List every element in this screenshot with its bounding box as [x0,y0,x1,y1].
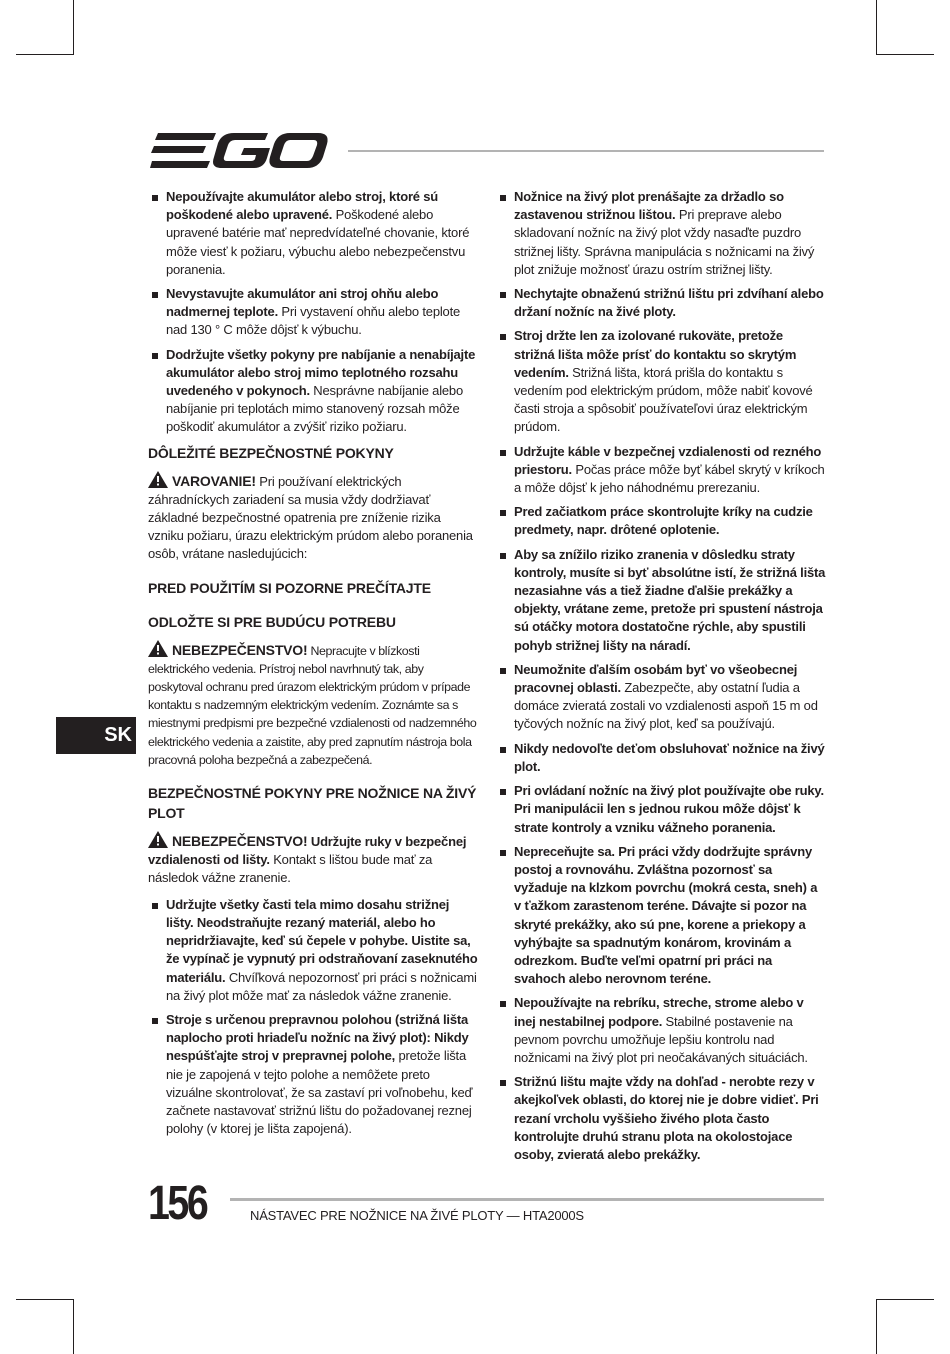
hedge-safety-list [148,896,478,1139]
list-item: Udržujte káble v bezpečnej vzdialenosti od rezného priestoru. Počas práce môže byť kábel skrytý v kríkoch a môže dôjsť k jeho náhodnému prerezaniu. [496,443,826,498]
list-item: Nevystavujte akumulátor ani stroj ohňu alebo nadmernej teplote. Pri vystavení ohňu alebo teplote nad 130 ° C môže dôjsť k výbuchu. [148,285,478,340]
section-heading: ODLOŽTE SI PRE BUDÚCU POTREBU [148,613,396,630]
header-rule [348,150,824,152]
list-item: Nepreceňujte sa. Pri práci vždy dodržujte správny postoj a rovnováhu. Zvláštna pozornosť sa vyžaduje na klzkom povrchu (mokrá cesta, sneh) a v ťažkom zarastenom teréne. Dávajte si pozor na skryté prekážky, ako sú pne, korene a priekopy a vyhýbajte sa spadnutým konárom, krovinám a odrezkom. Buďte veľmi opatrní pri práci na svahoch alebo nerovnom teréne. [496,843,826,989]
page-number: 156 [148,1177,207,1230]
list-item: Nikdy nedovoľte deťom obsluhovať nožnice na živý plot. [496,740,826,776]
danger-notice: NEBEZPEČENSTVO! Nepracujte v blízkosti elektrického vedenia. Prístroj nebol navrhnutý tak, aby poskytoval ochranu pred úrazom elektrickým prúdom v prípade kontaktu s nadzemným elektrickým vedením. Zoznámte sa s miestnymi predpismi pre bezpečné vzdialenosti od nadzemného elektrického vedenia a zaistite, aby pred zapnutím nástroja bola pracovná poloha bezpečná a zabezpečená. [148,641,477,767]
crop-mark [876,1299,877,1354]
list-item: Aby sa znížilo riziko zranenia v dôsledku straty kontroly, musíte si byť absolútne istí, že strižná lišta nezasiahne vás a tiež žiadne ďalšie prekážky a objekty, vrátane zeme, pretože pri spustení nástroja sú otáčky motora dostatočne rýchle, aby spustili pohyb strižnej lišty na náradí. [496,546,826,655]
list-item: Nechytajte obnaženú strižnú lištu pri zdvíhaní alebo držaní nožníc na živé ploty. [496,285,826,321]
list-item: Nepoužívajte na rebríku, streche, strome alebo v inej nestabilnej podpore. Stabilné postavenie na pevnom povrchu umožňuje lepšiu kontrolu nad nožnicami na živý plot pri neočakávaných situáciách. [496,994,826,1067]
battery-safety-list [148,188,478,437]
crop-mark [876,54,934,55]
crop-mark [876,1299,934,1300]
section-heading: DÔLEŽITÉ BEZPEČNOSTNÉ POKYNY [148,444,394,461]
crop-mark [16,54,74,55]
hedge-safety-list-continued [496,188,826,1164]
section-heading: BEZPEČNOSTNÉ POKYNY PRE NOŽNICE NA ŽIVÝ PLOT [148,785,477,822]
ego-logo [150,131,330,171]
list-item: Nepoužívajte akumulátor alebo stroj, ktoré sú poškodené alebo upravené. Poškodené alebo upravené batérie mať nepredvídateľné chovanie, ktoré môže viesť k požiaru, výbuchu alebo nebezpečenstvu poranenia. [148,188,478,279]
section-heading: PRED POUŽITÍM SI POZORNE PREČÍTAJTE [148,579,431,596]
crop-mark [73,1299,74,1354]
warning-notice: VAROVANIE! Pri používaní elektrických záhradníckych zariadení sa musia vždy dodržiavať základné bezpečnostné opatrenia pre zníženie rizika vzniku požiaru, úrazu elektrickým prúdom alebo poranenia osôb, vrátane nasledujúcich: [148,472,473,562]
footer-rule [230,1198,824,1201]
list-item: Strižnú lištu majte vždy na dohľad - nerobte rezy v akejkoľvek oblasti, do ktorej nie je dobre vidieť. Pri rezaní vrcholu vyššieho živého plota často kontrolujte druhú stranu plota na okolostojace osoby, zvieratá alebo prekážky. [496,1073,826,1164]
right-column [496,188,826,1170]
footer-title: NÁSTAVEC PRE NOŽNICE NA ŽIVÉ PLOTY — HTA2000S [250,1208,584,1223]
crop-mark [16,1299,74,1300]
list-item: Dodržujte všetky pokyny pre nabíjanie a nenabíjajte akumulátor alebo stroj mimo teplotného rozsahu uvedeného v pokynoch. Nesprávne nabíjanie alebo nabíjanie pri teplotách mimo stanovený rozsah môže poškodiť akumulátor a zvýšiť riziko požiaru. [148,346,478,437]
warning-triangle-icon [148,471,168,488]
list-item: Nožnice na živý plot prenášajte za držadlo so zastavenou strižnou lištou. Pri preprave alebo skladovaní nožníc na živý plot vždy nasaďte puzdro strižnej lišty. Správna manipulácia s nožnicami na živý plot znižuje možnosť úrazu ostrím strižnej lišty. [496,188,826,279]
language-tab: SK [56,717,136,754]
list-item: Pred začiatkom práce skontrolujte kríky na cudzie predmety, napr. drôtené oplotenie. [496,503,826,539]
list-item: Stroj držte len za izolované rukoväte, pretože strižná lišta môže prísť do kontaktu so skrytým vedením. Strižná lišta, ktorá prišla do kontaktu s vedením pod elektrickým prúdom, môže nabiť kovové časti stroja a spôsobiť používateľovi úraz elektrickým prúdom. [496,327,826,436]
warning-triangle-icon [148,640,168,657]
list-item: Udržujte všetky časti tela mimo dosahu strižnej lišty. Neodstraňujte rezaný materiál, alebo ho nepridržiavajte, keď sú čepele v pohybe. Uistite sa, že vypínač je vypnutý pri odstraňovaní zaseknutého materiálu. Chvíľková nepozornosť pri práci s nožnicami na živý plot môže mať za následok vážne zranenie. [148,896,478,1005]
crop-mark [73,0,74,55]
crop-mark [876,0,877,55]
list-item: Neumožnite ďalším osobám byť vo všeobecnej pracovnej oblasti. Zabezpečte, aby ostatní ľudia a domáce zvieratá zostali vo vzdialenosti aspoň 15 m od tyčových nožníc na živý plot, keď sa používajú. [496,661,826,734]
warning-triangle-icon [148,831,168,848]
list-item: Pri ovládaní nožníc na živý plot používajte obe ruky. Pri manipulácii len s jednou rukou môže dôjsť k strate kontroly a vzniku vážneho poranenia. [496,782,826,837]
list-item: Stroje s určenou prepravnou polohou (strižná lišta naplocho proti hriadeľu nožníc na živý plot): Nikdy nespúšťajte stroj v prepravnej polohe, pretože lišta nie je zapojená v tejto polohe a nemôžete preto vizuálne skontrolovať, že sa zastaví pri voľnobehu, keď začnete nastavovať strižnú lištu do požadovanej reznej polohy (v ktorej je lišta zapojená). [148,1011,478,1138]
left-column [148,188,478,1144]
danger-notice: NEBEZPEČENSTVO! Udržujte ruky v bezpečnej vzdialenosti od lišty. Kontakt s lištou bude mať za následok vážne zranenie. [148,833,467,886]
